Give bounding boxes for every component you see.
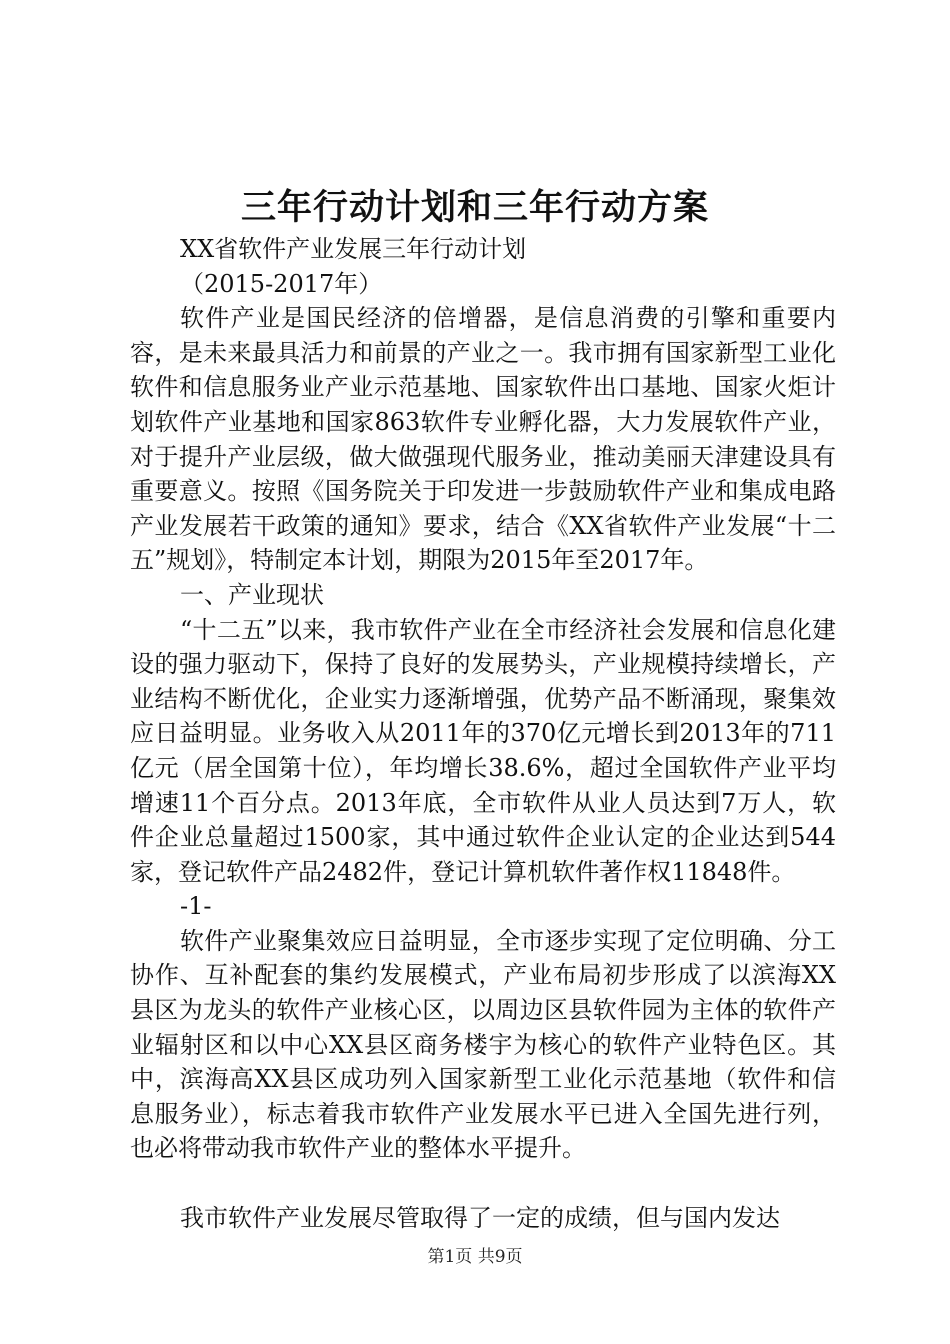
paragraph-spacer [130, 1166, 836, 1201]
document-title: 三年行动计划和三年行动方案 [240, 187, 709, 228]
paragraph-comparison: 我市软件产业发展尽管取得了一定的成绩，但与国内发达 [180, 1203, 780, 1232]
inline-page-marker: -1- [180, 892, 212, 921]
paragraph-industry-status: “十二五”以来，我市软件产业在全市经济社会发展和信息化建设的强力驱动下，保持了良好的发展势头，产业规模持续增长，产业结构不断优化，企业实力逐渐增强，优势产品不断涌现，聚集效应日益明显。业务收入从2011年的370亿元增长到2013年的711亿元（居全国第十位），年均增长38.6%，超过全国软件产业平均增速11个百分点。2013年底，全市软件从业人员达到7万人，软件企业总量超过1500家，其中通过软件企业认定的企业达到544家，登记软件产品2482件，登记计算机软件著作权11848件。 [130, 615, 836, 886]
paragraph-cluster-effect: 软件产业聚集效应日益明显，全市逐步实现了定位明确、分工协作、互补配套的集约发展模式，产业布局初步形成了以滨海XX县区为龙头的软件产业核心区，以周边区县软件园为主体的软件产业辐射区和以中心XX县区商务楼宇为核心的软件产业特色区。其中，滨海高XX县区成功列入国家新型工业化示范基地（软件和信息服务业），标志着我市软件产业发展水平已进入全国先进行列，也必将带动我市软件产业的整体水平提升。 [130, 926, 836, 1163]
paragraph-intro: 软件产业是国民经济的倍增器，是信息消费的引擎和重要内容，是未来最具活力和前景的产业之一。我市拥有国家新型工业化软件和信息服务业产业示范基地、国家软件出口基地、国家火炬计划软件产业基地和国家863软件专业孵化器，大力发展软件产业，对于提升产业层级，做大做强现代服务业，推动美丽天津建设具有重要意义。按照《国务院关于印发进一步鼓励软件产业和集成电路产业发展若干政策的通知》要求，结合《XX省软件产业发展“十二五”规划》，特制定本计划，期限为2015年至2017年。 [130, 304, 836, 575]
plan-period: （2015-2017年） [180, 269, 383, 298]
page-footer: 第1页 共9页 [427, 1247, 523, 1267]
document-body [130, 232, 836, 1235]
plan-subtitle: XX省软件产业发展三年行动计划 [180, 235, 527, 263]
section-heading-industry-status: 一、产业现状 [180, 580, 324, 609]
